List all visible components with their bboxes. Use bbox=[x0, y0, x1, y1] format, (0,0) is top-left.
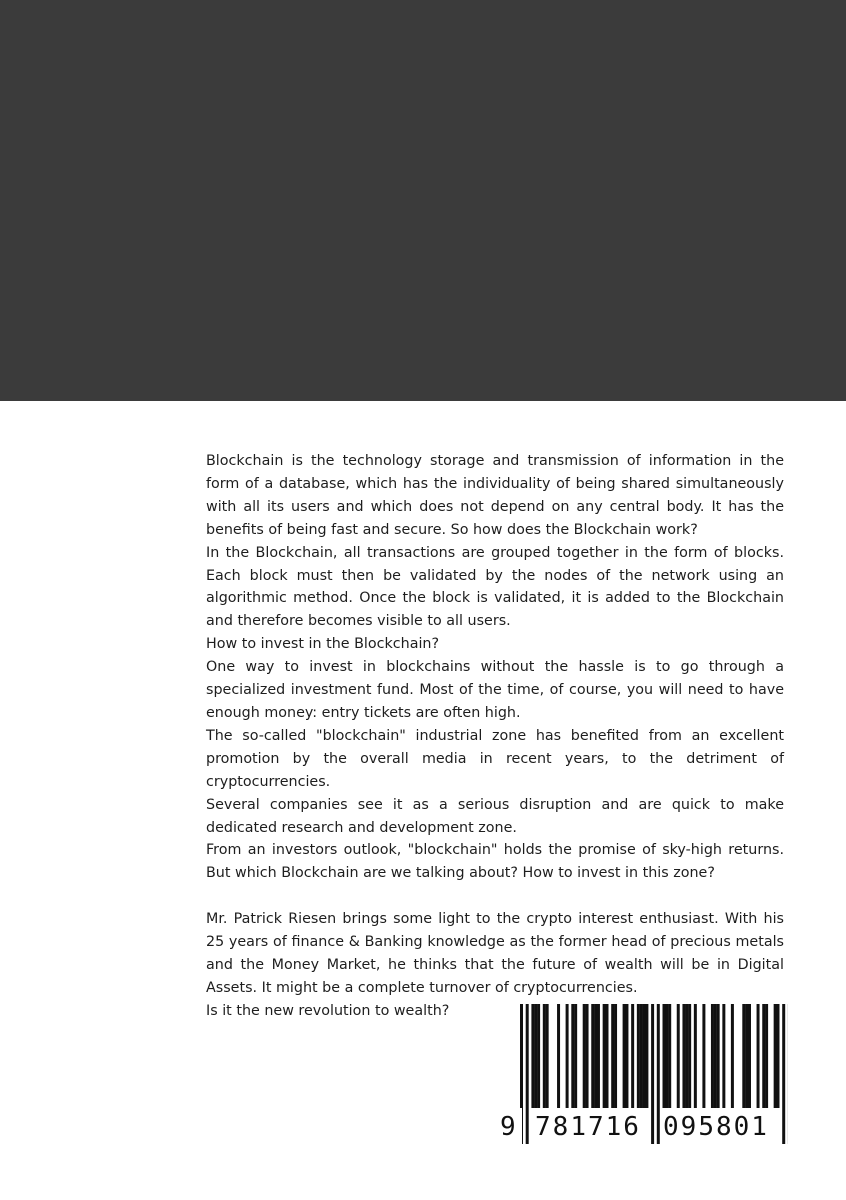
barcode-bar bbox=[546, 1004, 549, 1108]
barcode-bar bbox=[566, 1004, 569, 1108]
barcode-bar bbox=[668, 1004, 671, 1108]
barcode-bar bbox=[637, 1004, 640, 1108]
barcode-bar bbox=[591, 1004, 594, 1108]
barcode-bar bbox=[631, 1004, 634, 1108]
barcode-bar bbox=[557, 1004, 560, 1108]
barcode-bar bbox=[606, 1004, 609, 1108]
barcode-bar bbox=[677, 1004, 680, 1108]
barcode-bar bbox=[745, 1004, 748, 1108]
barcode-bar bbox=[597, 1004, 600, 1108]
barcode-bar bbox=[586, 1004, 589, 1108]
barcode-bar bbox=[574, 1004, 577, 1108]
barcode-bar bbox=[537, 1004, 540, 1108]
barcode-bar bbox=[782, 1004, 785, 1144]
barcode-bar bbox=[526, 1004, 529, 1144]
isbn-barcode bbox=[498, 1000, 788, 1150]
barcode-bar bbox=[702, 1004, 705, 1108]
barcode-bar bbox=[762, 1004, 765, 1108]
barcode-bar bbox=[645, 1004, 648, 1108]
barcode-bar bbox=[688, 1004, 691, 1108]
barcode-bar bbox=[722, 1004, 725, 1108]
barcode-bar bbox=[663, 1004, 666, 1108]
barcode-bar bbox=[731, 1004, 734, 1108]
barcode-bar bbox=[603, 1004, 606, 1108]
barcode-bar bbox=[711, 1004, 714, 1108]
barcode-bar bbox=[623, 1004, 626, 1108]
barcode-bar bbox=[717, 1004, 720, 1108]
barcode-bar bbox=[682, 1004, 685, 1108]
barcode-bar bbox=[643, 1004, 646, 1108]
barcode-bar bbox=[543, 1004, 546, 1108]
back-cover-description: Blockchain is the technology storage and transmission of information in the form of a database, which has the individuality of being shared simultaneously with all its users and which does not depend on any central body. It has the benefits of being fast and secure. So how does the Blockchain work? In the Blockchain, all transactions are grouped together in the form of blocks. Each block must then be validated by the nodes of the network using an algorithmic method. Once the block is validated, it is added to the Blockchain and therefore becomes visible to all users. How to invest in the Blockchain? One way to invest in blockchains without the hassle is to go through a specialized investment fund. Most of the time, of course, you will need to have enough money: entry tickets are often high. The so-called "blockchain" industrial zone has benefited from an excellent promotion by the overall media in recent years, to the detriment of cryptocurrencies. Several companies see it as a serious disruption and are quick to make dedicated research and development zone. From an investors outlook, "blockchain" holds the promise of sky-high returns. But which Blockchain are we talking about? How to invest in this zone? Mr. Patrick Riesen brings some light to the crypto interest enthusiast. With his 25 years of finance & Banking knowledge as the former head of precious metals and the Money Market, he thinks that the future of wealth will be in Digital Assets. It might be a complete turnover of cryptocurrencies. Is it the new revolution to wealth? bbox=[206, 453, 784, 1019]
barcode-bar bbox=[594, 1004, 597, 1108]
barcode-bar bbox=[757, 1004, 760, 1108]
barcode-bar bbox=[614, 1004, 617, 1108]
barcode-bar bbox=[665, 1004, 668, 1108]
barcode-bar bbox=[748, 1004, 751, 1108]
barcode-left-digits: 781716 bbox=[532, 1108, 644, 1146]
barcode-bar bbox=[651, 1004, 654, 1144]
barcode-right-digits: 095801 bbox=[660, 1108, 772, 1146]
barcode-bar bbox=[640, 1004, 643, 1108]
barcode-bar bbox=[625, 1004, 628, 1108]
barcode-bar bbox=[531, 1004, 534, 1108]
barcode-bar bbox=[583, 1004, 586, 1108]
barcode-bar bbox=[534, 1004, 537, 1108]
barcode-first-digit: 9 bbox=[498, 1108, 522, 1146]
barcode-bar bbox=[765, 1004, 768, 1108]
barcode-bar bbox=[611, 1004, 614, 1108]
barcode-bar bbox=[777, 1004, 780, 1108]
barcode-bar bbox=[694, 1004, 697, 1108]
barcode-bar bbox=[571, 1004, 574, 1108]
cover-top-band bbox=[0, 0, 846, 401]
barcode-bar bbox=[774, 1004, 777, 1108]
barcode-bar bbox=[742, 1004, 745, 1108]
barcode-bar bbox=[714, 1004, 717, 1108]
barcode-bar bbox=[685, 1004, 688, 1108]
